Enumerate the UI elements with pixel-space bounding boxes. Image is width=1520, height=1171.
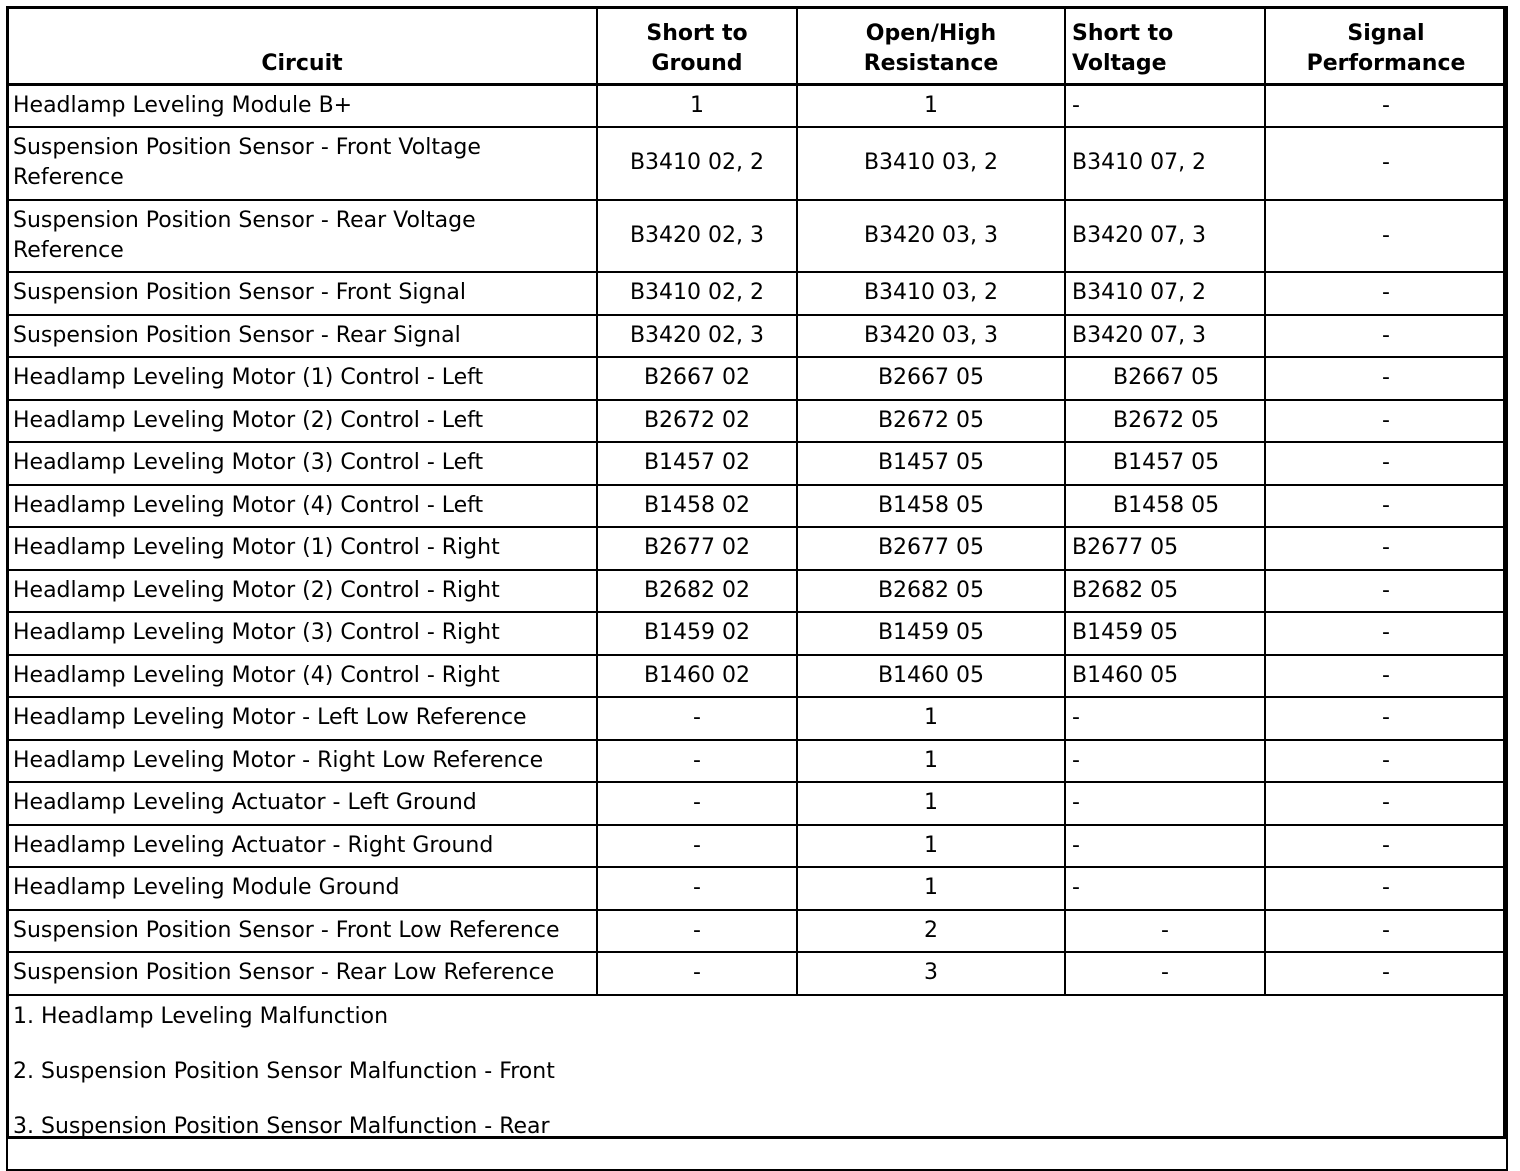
- short-voltage-cell: B3410 07, 2: [1065, 127, 1265, 200]
- open-high-cell: B2672 05: [797, 400, 1065, 443]
- table-row: [7, 527, 1507, 570]
- circuit-cell: Headlamp Leveling Module Ground: [7, 867, 597, 910]
- short-ground-cell: B1460 02: [597, 655, 797, 698]
- signal-performance-cell: -: [1265, 782, 1507, 825]
- footnotes: [7, 995, 1507, 1170]
- short-ground-cell: -: [597, 825, 797, 868]
- short-voltage-cell: B3410 07, 2: [1065, 272, 1265, 315]
- header-signal-performance: Signal Performance: [1265, 7, 1507, 85]
- table-row: [7, 782, 1507, 825]
- short-voltage-cell: -: [1065, 697, 1265, 740]
- short-voltage-cell: -: [1065, 867, 1265, 910]
- open-high-cell: 1: [797, 740, 1065, 783]
- short-voltage-cell: B1457 05: [1065, 442, 1265, 485]
- short-ground-cell: -: [597, 697, 797, 740]
- footnote-1: 1. Headlamp Leveling Malfunction: [13, 1003, 389, 1029]
- table-row: [7, 85, 1507, 128]
- circuit-cell: Headlamp Leveling Motor (4) Control - Left: [7, 485, 597, 528]
- table-row: [7, 485, 1507, 528]
- short-ground-cell: -: [597, 782, 797, 825]
- open-high-cell: B2667 05: [797, 357, 1065, 400]
- short-ground-cell: -: [597, 867, 797, 910]
- open-high-cell: B1457 05: [797, 442, 1065, 485]
- signal-performance-cell: -: [1265, 485, 1507, 528]
- table-row: [7, 952, 1507, 995]
- open-high-cell: B3410 03, 2: [797, 127, 1065, 200]
- open-high-cell: 1: [797, 85, 1065, 128]
- short-voltage-cell: B2672 05: [1065, 400, 1265, 443]
- table-row: [7, 400, 1507, 443]
- circuit-cell: Suspension Position Sensor - Front Signal: [7, 272, 597, 315]
- circuit-cell: Suspension Position Sensor - Rear Low Reference: [7, 952, 597, 995]
- short-ground-cell: B2667 02: [597, 357, 797, 400]
- short-ground-cell: B2682 02: [597, 570, 797, 613]
- table-row: [7, 315, 1507, 358]
- signal-performance-cell: -: [1265, 442, 1507, 485]
- open-high-cell: B3420 03, 3: [797, 200, 1065, 273]
- circuit-cell: Suspension Position Sensor - Rear Voltage Reference: [7, 200, 597, 273]
- open-high-cell: B3410 03, 2: [797, 272, 1065, 315]
- circuit-cell: Suspension Position Sensor - Front Voltage Reference: [7, 127, 597, 200]
- signal-performance-cell: -: [1265, 612, 1507, 655]
- header-row: [7, 7, 1507, 85]
- short-ground-cell: B3410 02, 2: [597, 127, 797, 200]
- table-row: [7, 357, 1507, 400]
- open-high-cell: B2677 05: [797, 527, 1065, 570]
- table-row: [7, 740, 1507, 783]
- open-high-cell: 2: [797, 910, 1065, 953]
- short-ground-cell: -: [597, 952, 797, 995]
- footnote-3: 3. Suspension Position Sensor Malfunction - Rear: [13, 1113, 550, 1139]
- short-ground-cell: B2672 02: [597, 400, 797, 443]
- signal-performance-cell: -: [1265, 527, 1507, 570]
- open-high-cell: B3420 03, 3: [797, 315, 1065, 358]
- short-voltage-cell: -: [1065, 782, 1265, 825]
- short-ground-cell: B1457 02: [597, 442, 797, 485]
- short-voltage-cell: B2677 05: [1065, 527, 1265, 570]
- circuit-cell: Headlamp Leveling Motor (3) Control - Right: [7, 612, 597, 655]
- signal-performance-cell: -: [1265, 200, 1507, 273]
- footnote-2: 2. Suspension Position Sensor Malfunction - Front: [13, 1058, 555, 1084]
- signal-performance-cell: -: [1265, 697, 1507, 740]
- circuit-dtc-table: [6, 6, 1508, 1171]
- header-short-to-voltage: Short to Voltage: [1065, 7, 1265, 85]
- table-row: [7, 697, 1507, 740]
- table-row: [7, 200, 1507, 273]
- circuit-cell: Headlamp Leveling Motor - Left Low Reference: [7, 697, 597, 740]
- open-high-cell: 1: [797, 867, 1065, 910]
- table-row: [7, 570, 1507, 613]
- header-short-to-ground: Short to Ground: [597, 7, 797, 85]
- signal-performance-cell: -: [1265, 740, 1507, 783]
- short-ground-cell: B1458 02: [597, 485, 797, 528]
- short-voltage-cell: -: [1065, 952, 1265, 995]
- notes-row: [7, 995, 1507, 1170]
- circuit-cell: Headlamp Leveling Motor (1) Control - Left: [7, 357, 597, 400]
- signal-performance-cell: -: [1265, 127, 1507, 200]
- table-row: [7, 272, 1507, 315]
- open-high-cell: B2682 05: [797, 570, 1065, 613]
- table-row: [7, 910, 1507, 953]
- signal-performance-cell: -: [1265, 357, 1507, 400]
- signal-performance-cell: -: [1265, 952, 1507, 995]
- short-voltage-cell: -: [1065, 85, 1265, 128]
- short-ground-cell: B1459 02: [597, 612, 797, 655]
- signal-performance-cell: -: [1265, 825, 1507, 868]
- signal-performance-cell: -: [1265, 655, 1507, 698]
- open-high-cell: 1: [797, 697, 1065, 740]
- table-row: [7, 127, 1507, 200]
- table-row: [7, 825, 1507, 868]
- header-circuit: Circuit: [7, 7, 597, 85]
- signal-performance-cell: -: [1265, 867, 1507, 910]
- table-row: [7, 867, 1507, 910]
- short-voltage-cell: B3420 07, 3: [1065, 315, 1265, 358]
- signal-performance-cell: -: [1265, 400, 1507, 443]
- open-high-cell: B1460 05: [797, 655, 1065, 698]
- open-high-cell: 1: [797, 782, 1065, 825]
- circuit-cell: Headlamp Leveling Module B+: [7, 85, 597, 128]
- short-voltage-cell: B1459 05: [1065, 612, 1265, 655]
- short-ground-cell: B3420 02, 3: [597, 315, 797, 358]
- circuit-cell: Suspension Position Sensor - Rear Signal: [7, 315, 597, 358]
- short-voltage-cell: B1460 05: [1065, 655, 1265, 698]
- short-ground-cell: B3420 02, 3: [597, 200, 797, 273]
- short-voltage-cell: B1458 05: [1065, 485, 1265, 528]
- table-row: [7, 442, 1507, 485]
- circuit-cell: Suspension Position Sensor - Front Low Reference: [7, 910, 597, 953]
- short-voltage-cell: B3420 07, 3: [1065, 200, 1265, 273]
- short-voltage-cell: B2682 05: [1065, 570, 1265, 613]
- header-open-high-resistance: Open/High Resistance: [797, 7, 1065, 85]
- circuit-cell: Headlamp Leveling Actuator - Left Ground: [7, 782, 597, 825]
- circuit-cell: Headlamp Leveling Motor (4) Control - Right: [7, 655, 597, 698]
- short-ground-cell: -: [597, 910, 797, 953]
- short-ground-cell: B2677 02: [597, 527, 797, 570]
- open-high-cell: B1459 05: [797, 612, 1065, 655]
- signal-performance-cell: -: [1265, 910, 1507, 953]
- short-voltage-cell: -: [1065, 740, 1265, 783]
- short-voltage-cell: -: [1065, 910, 1265, 953]
- open-high-cell: 1: [797, 825, 1065, 868]
- table-row: [7, 612, 1507, 655]
- signal-performance-cell: -: [1265, 570, 1507, 613]
- open-high-cell: 3: [797, 952, 1065, 995]
- short-voltage-cell: -: [1065, 825, 1265, 868]
- short-ground-cell: B3410 02, 2: [597, 272, 797, 315]
- short-ground-cell: -: [597, 740, 797, 783]
- table-row: [7, 655, 1507, 698]
- short-voltage-cell: B2667 05: [1065, 357, 1265, 400]
- circuit-cell: Headlamp Leveling Motor - Right Low Reference: [7, 740, 597, 783]
- circuit-cell: Headlamp Leveling Motor (2) Control - Right: [7, 570, 597, 613]
- signal-performance-cell: -: [1265, 272, 1507, 315]
- open-high-cell: B1458 05: [797, 485, 1065, 528]
- signal-performance-cell: -: [1265, 315, 1507, 358]
- circuit-cell: Headlamp Leveling Motor (2) Control - Left: [7, 400, 597, 443]
- circuit-cell: Headlamp Leveling Motor (3) Control - Left: [7, 442, 597, 485]
- circuit-cell: Headlamp Leveling Actuator - Right Ground: [7, 825, 597, 868]
- signal-performance-cell: -: [1265, 85, 1507, 128]
- circuit-cell: Headlamp Leveling Motor (1) Control - Right: [7, 527, 597, 570]
- short-ground-cell: 1: [597, 85, 797, 128]
